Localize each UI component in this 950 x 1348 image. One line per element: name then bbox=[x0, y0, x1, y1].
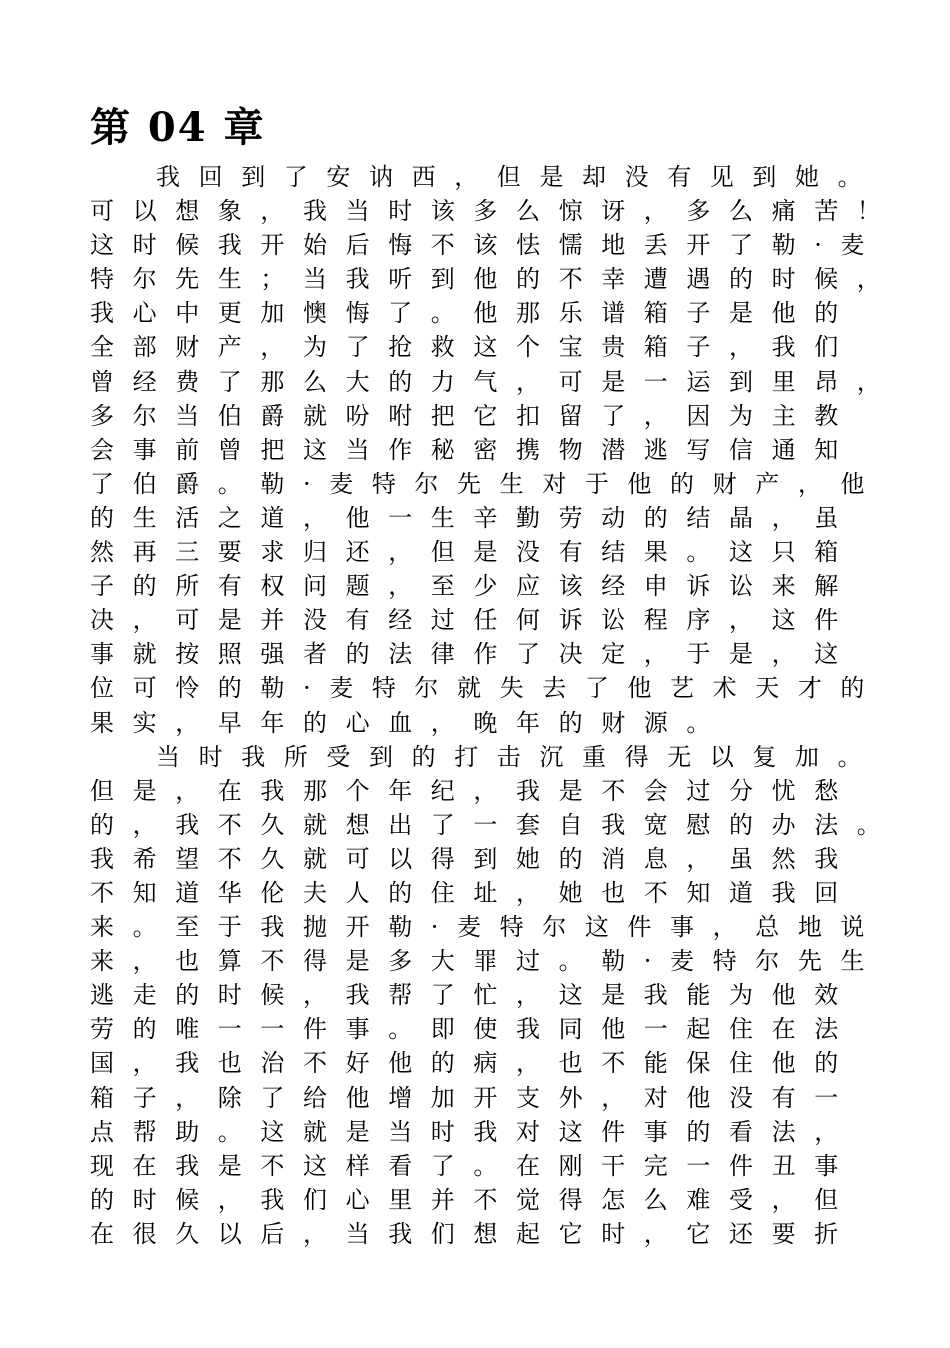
text-line: 在很久以后，当我们想起它时，它还要折 bbox=[90, 1219, 857, 1248]
text-line: 然再三要求归还，但是没有结果。这只箱 bbox=[90, 538, 857, 567]
text-line: 来，也算不得是多大罪过。勒·麦特尔先生 bbox=[90, 947, 884, 976]
text-line: 我心中更加懊悔了。他那乐谱箱子是他的 bbox=[90, 299, 857, 328]
text-line: 事就按照强者的法律作了决定，于是，这 bbox=[90, 640, 857, 669]
text-line: 点帮助。这就是当时我对这件事的看法， bbox=[90, 1117, 857, 1146]
chapter-body bbox=[90, 160, 900, 1251]
text-line: 会事前曾把这当作秘密携物潜逃写信通知 bbox=[90, 435, 857, 464]
chapter-title: 第 04 章 bbox=[90, 104, 266, 151]
text-line: 国，我也治不好他的病，也不能保住他的 bbox=[90, 1049, 857, 1078]
paragraph-first-line: 当时我所受到的打击沉重得无以复加。 bbox=[156, 742, 881, 771]
text-line: 但是，在我那个年纪，我是不会过分忧愁 bbox=[90, 776, 857, 805]
text-line: 决，可是并没有经过任何诉讼程序，这件 bbox=[90, 606, 857, 635]
text-line: 现在我是不这样看了。在刚干完一件丑事 bbox=[90, 1151, 857, 1180]
text-line: 的时候，我们心里并不觉得怎么难受，但 bbox=[90, 1185, 857, 1214]
text-line: 我希望不久就可以得到她的消息，虽然我 bbox=[90, 844, 857, 873]
text-line: 箱子，除了给他增加开支外，对他没有一 bbox=[90, 1083, 857, 1112]
text-line: 这时候我开始后悔不该怯懦地丢开了勒·麦 bbox=[90, 231, 884, 260]
text-line: 了伯爵。勒·麦特尔先生对于他的财产，他 bbox=[90, 469, 884, 498]
text-line: 多尔当伯爵就吩咐把它扣留了，因为主教 bbox=[90, 401, 857, 430]
text-line: 劳的唯一一件事。即使我同他一起住在法 bbox=[90, 1015, 857, 1044]
text-line: 位可怜的勒·麦特尔就失去了他艺术天才的 bbox=[90, 674, 884, 703]
text-line: 的生活之道，他一生辛勤劳动的结晶，虽 bbox=[90, 503, 857, 532]
text-line: 来。至于我抛开勒·麦特尔这件事，总地说 bbox=[90, 913, 884, 942]
text-line: 特尔先生；当我听到他的不幸遭遇的时候， bbox=[90, 265, 900, 294]
text-line: 可以想象，我当时该多么惊讶，多么痛苦！ bbox=[90, 197, 900, 226]
paragraph-first-line: 我回到了安讷西，但是却没有见到她。 bbox=[156, 163, 881, 191]
text-line: 全部财产，为了抢救这个宝贵箱子，我们 bbox=[90, 333, 857, 362]
text-line: 的，我不久就想出了一套自我宽慰的办法。 bbox=[90, 810, 900, 839]
text-line: 果实，早年的心血，晚年的财源。 bbox=[90, 708, 729, 737]
text-line: 不知道华伦夫人的住址，她也不知道我回 bbox=[90, 878, 857, 907]
text-line: 逃走的时候，我帮了忙，这是我能为他效 bbox=[90, 981, 857, 1010]
text-line: 曾经费了那么大的力气，可是一运到里昂， bbox=[90, 367, 900, 396]
text-line: 子的所有权问题，至少应该经申诉讼来解 bbox=[90, 572, 857, 601]
